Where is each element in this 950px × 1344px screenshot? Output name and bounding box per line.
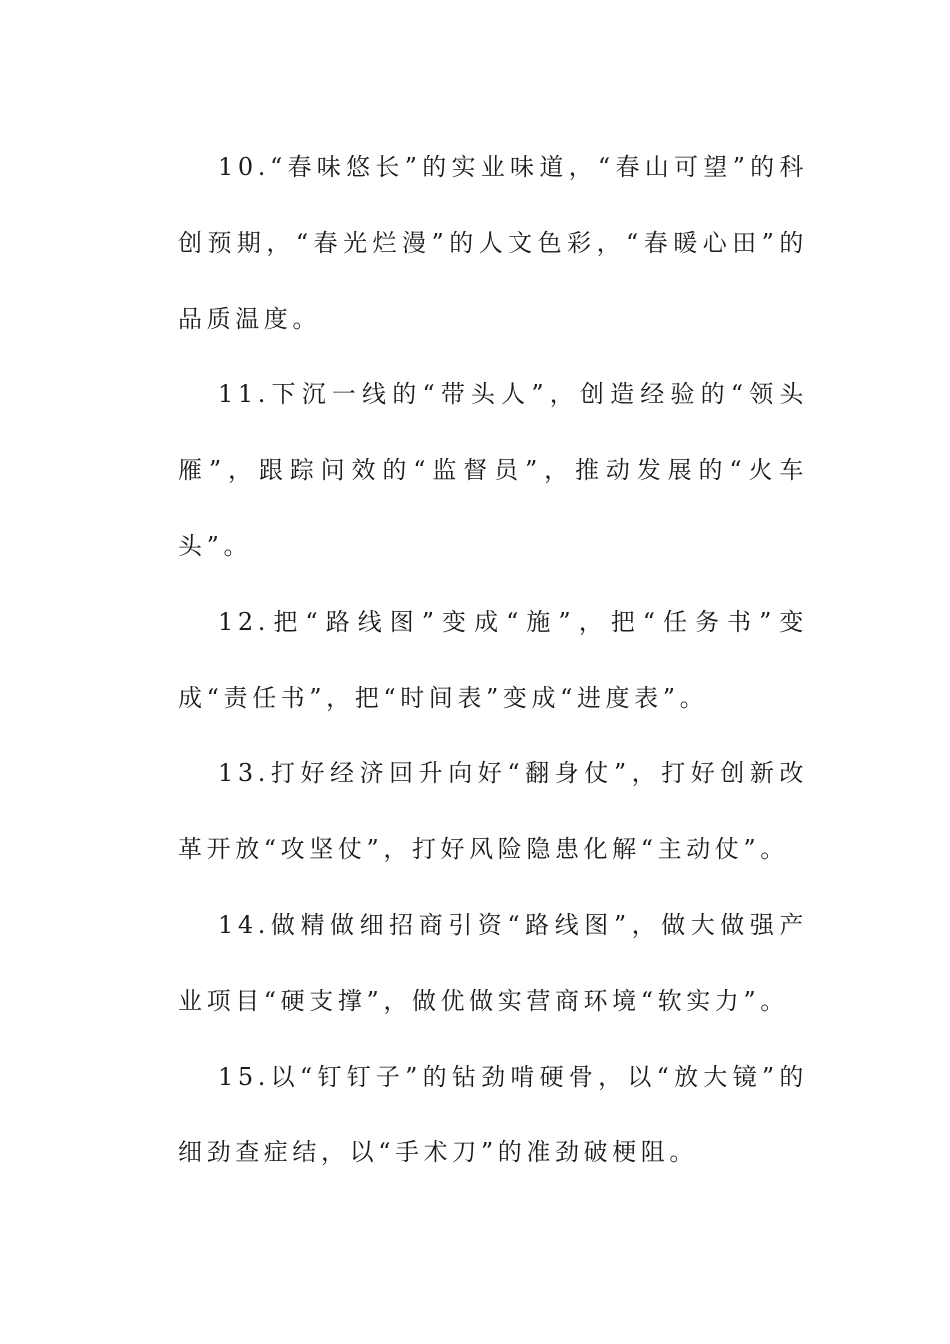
document-body bbox=[178, 130, 808, 1191]
paragraph-12: 12.把“路线图”变成“施”，把“任务书”变成“责任书”，把“时间表”变成“进度表”。 bbox=[178, 607, 808, 712]
paragraph-15: 15.以“钉钉子”的钻劲啃硬骨，以“放大镜”的细劲查症结，以“手术刀”的准劲破梗阻。 bbox=[178, 1062, 808, 1167]
paragraph-13: 13.打好经济回升向好“翻身仗”，打好创新改革开放“攻坚仗”，打好风险隐患化解“主动仗”。 bbox=[178, 759, 808, 864]
paragraph-10: 10.“春味悠长”的实业味道，“春山可望”的科创预期，“春光烂漫”的人文色彩，“春暖心田”的品质温度。 bbox=[178, 153, 808, 333]
paragraph-14: 14.做精做细招商引资“路线图”，做大做强产业项目“硬支撑”，做优做实营商环境“软实力”。 bbox=[178, 910, 808, 1015]
paragraph-11: 11.下沉一线的“带头人”，创造经验的“领头雁”，跟踪问效的“监督员”，推动发展的“火车头”。 bbox=[178, 380, 808, 560]
